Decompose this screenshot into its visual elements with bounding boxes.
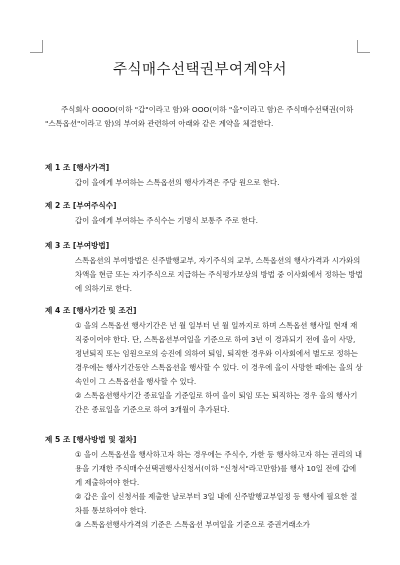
article-3	[45, 240, 363, 296]
crop-mark-top-right	[357, 40, 370, 53]
article-1-paragraph: 갑이 을에게 부여하는 스톡옵션의 행사가격은 주당 원으로 한다.	[75, 178, 280, 187]
article-5	[45, 434, 363, 532]
article-2-title: 제 2 조 [부여주식수]	[45, 201, 117, 210]
crop-mark-top-left	[30, 40, 43, 53]
article-5-paragraph-3: ③ 스톡옵션행사가격의 기준은 스톡옵션 부여일을 기준으로 증권거래소가	[75, 520, 310, 529]
article-2-paragraph: 갑이 을에게 부여하는 주식수는 기명식 보통주 주로 한다.	[75, 216, 259, 225]
document-title: 주식매수선택권부여계약서	[112, 62, 288, 78]
article-4-title: 제 4 조 [행사기간 및 조건]	[45, 306, 137, 315]
article-5-paragraph-2: ② 갑은 을이 신청서를 제출한 날로부터 3일 내에 신주발행교부일정 등 행사에 필요한 절차를 통보하여야 한다.	[75, 492, 358, 515]
article-5-title: 제 5 조 [행사방법 및 절차]	[45, 435, 137, 444]
article-5-paragraph-1: ① 을이 스톡옵션을 행사하고자 하는 경우에는 주식수, 가한 등 행사하고자 하는 권리의 내용을 기재한 주식매수선택권행사신청서(이하 "신청서"라고만함)를 행사 10일 전에 갑에게 제출하여야 한다.	[75, 450, 363, 487]
article-2	[45, 200, 363, 228]
article-3-body	[45, 254, 363, 296]
intro-paragraph: 주식회사 OOOO(이하 "갑"이라고 함)와 OOO(이하 "을"이라고 함)은 주식매수선택권(이하 "스톡옵션"이라고 함)의 부여와 관련하여 아래와 같은 계약을 체결한다.	[45, 105, 354, 128]
article-1	[45, 162, 363, 190]
article-4-paragraph-1: ① 을의 스톡옵션 행사기간은 년 월 일부터 년 월 일까지로 하며 스톡옵션 행사일 현재 재직중이어야 한다. 단, 스톡옵션부여일을 기준으로 하여 3년 이 경과되기 전에 을이 사망, 정년퇴직 또는 임원으로의 승진에 의하여 퇴임, 퇴직한 경우와 이사회에서 별도로 정하는 경우에는 행사기간동안 스톡옵션을 행사할 수 있다. 이 경우에 을이 사망한 때에는 을의 상속인이 그 스톡옵션을 행사할 수 있다.	[75, 321, 363, 386]
article-1-title: 제 1 조 [행사가격]	[45, 163, 110, 172]
article-3-paragraph: 스톡옵션의 부여방법은 신주발행교부, 자기주식의 교부, 스톡옵션의 행사가격과 시가와의 차액을 현금 또는 자기주식으로 지급하는 주식평가보상의 방법 중 이사회에서 정하는 방법에 의하기로 한다.	[75, 256, 363, 293]
article-4-body	[45, 319, 363, 417]
article-5-body	[45, 448, 363, 532]
article-2-body	[45, 214, 363, 228]
article-4-paragraph-2: ② 스톡옵션행사기간 종료일을 기준일로 하여 을이 퇴임 또는 퇴직하는 경우 을의 행사기간은 종료일을 기준으로 하여 3개월이 추가된다.	[75, 391, 358, 414]
article-3-title: 제 3 조 [부여방법]	[45, 241, 110, 250]
article-4	[45, 305, 363, 417]
article-1-body	[45, 176, 363, 190]
